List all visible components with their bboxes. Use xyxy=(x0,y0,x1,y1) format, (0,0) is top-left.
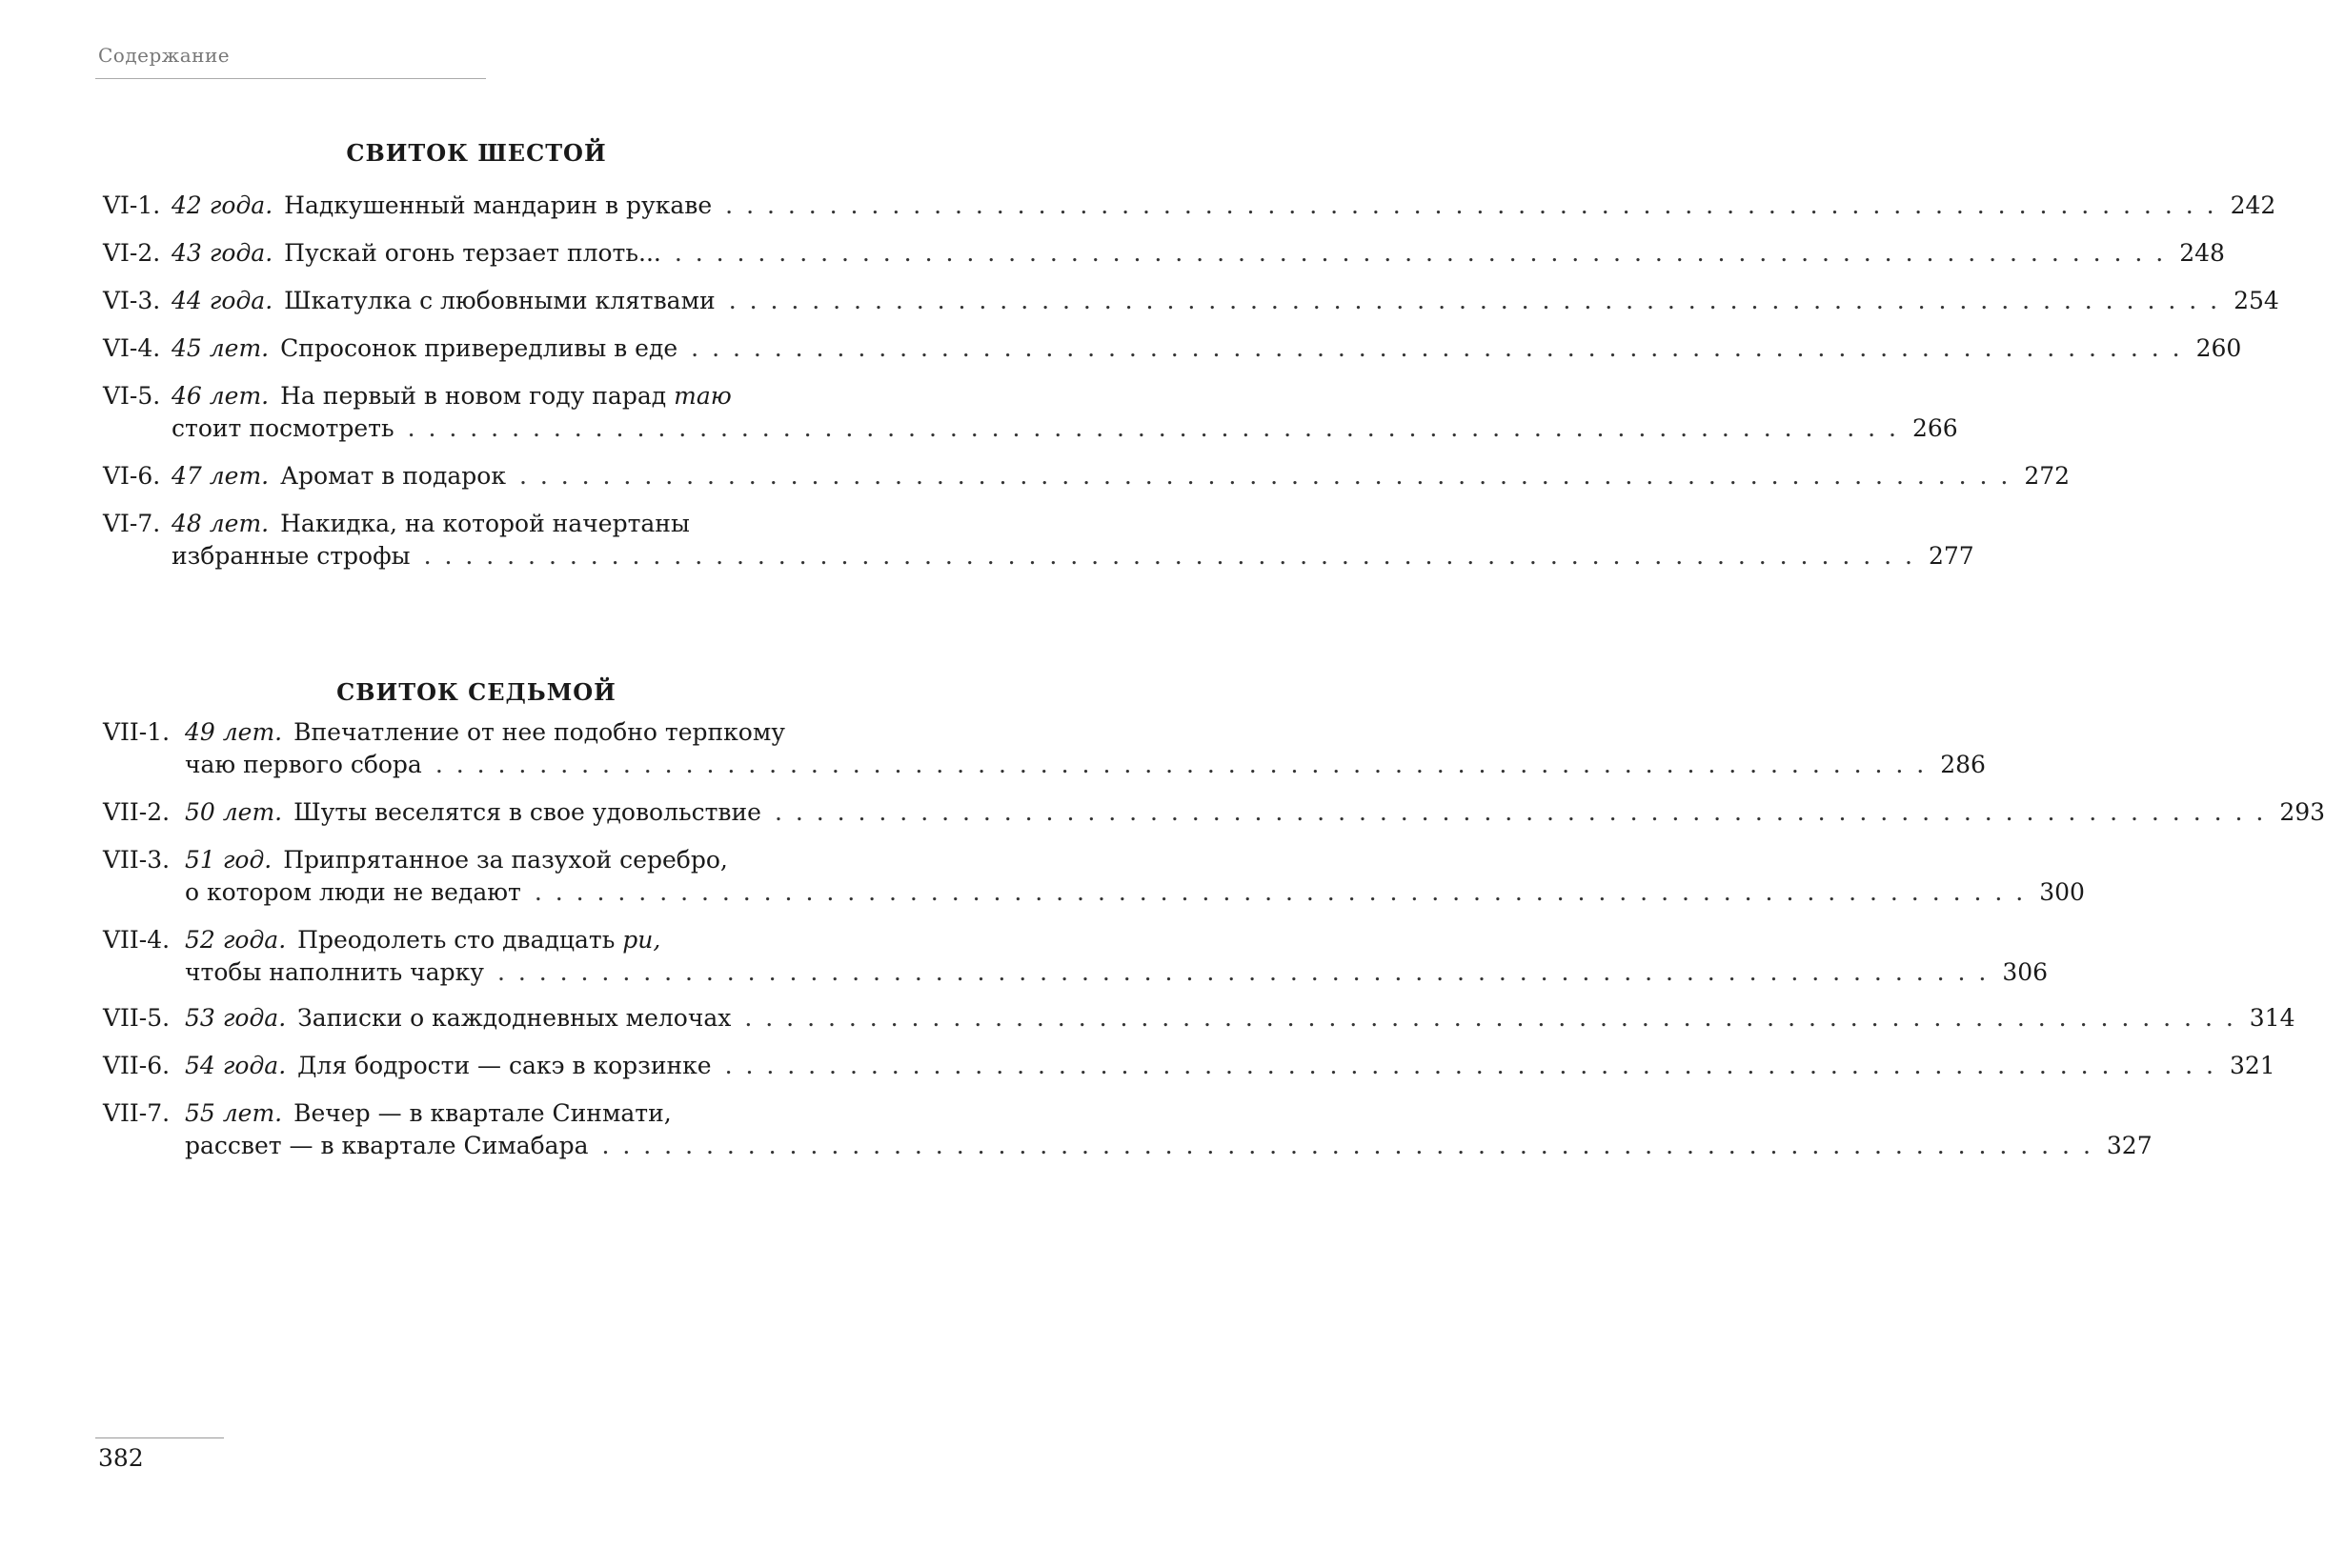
entry-text-row xyxy=(185,796,2325,829)
entry-title-italic-word: таю xyxy=(674,382,732,410)
toc-entry[interactable] xyxy=(103,924,2049,989)
section-title-7: СВИТОК СЕДЬМОЙ xyxy=(336,678,617,706)
entry-page-number: 321 xyxy=(2229,1052,2275,1079)
toc-entry-line xyxy=(103,844,843,876)
entry-age: 52 года. xyxy=(185,926,287,954)
dot-leader: . . . . . . . . . . . . . . . . . . . . . . . . . . . . . . . . . . . . . . . . . . . . . . . . . . . . . . . . . . . . . . . . . . . . . . . . xyxy=(407,414,1899,442)
entry-number: VI-7. xyxy=(103,510,161,537)
entry-text-row xyxy=(185,844,843,876)
toc-entry[interactable] xyxy=(103,1097,2153,1162)
toc-entry-line xyxy=(103,285,2279,317)
entry-title xyxy=(280,332,677,365)
entry-number: VII-1. xyxy=(103,718,171,746)
toc-entry-line xyxy=(103,380,843,412)
entry-title-text: Впечатление от нее подобно терпкому xyxy=(293,718,785,746)
entry-age: 51 год. xyxy=(185,846,273,874)
entry-title-text: Записки о каждодневных мелочах xyxy=(297,1004,732,1032)
entry-text-row xyxy=(185,1002,2295,1035)
entry-page-number: 277 xyxy=(1928,542,1974,570)
entry-title-text: Преодолеть сто двадцать xyxy=(297,926,616,954)
entry-page-number: 293 xyxy=(2279,798,2325,826)
toc-entry-line xyxy=(103,924,843,956)
entry-page-number: 272 xyxy=(2024,462,2071,490)
toc-entry-line xyxy=(103,796,2325,829)
dot-leader: . . . . . . . . . . . . . . . . . . . . . . . . . . . . . . . . . . . . . . . . . . . . . . . . . . . . . . . . . . . . . . . . . . . . . . . . xyxy=(774,798,2267,826)
dot-leader: . . . . . . . . . . . . . . . . . . . . . . . . . . . . . . . . . . . . . . . . . . . . . . . . . . . . . . . . . . . . . . . . . . . . . . . . xyxy=(518,462,2012,490)
toc-entry[interactable] xyxy=(103,844,2085,909)
entry-page-number: 266 xyxy=(1912,414,1958,442)
entry-age: 46 лет. xyxy=(172,382,270,410)
toc-entry[interactable] xyxy=(103,332,2242,365)
entry-title-italic-word: ри, xyxy=(622,926,661,954)
entry-text-row xyxy=(172,285,2279,317)
toc-entry-line xyxy=(103,876,2085,909)
entry-number: VI-2. xyxy=(103,239,161,267)
toc-entry-line xyxy=(103,237,2225,270)
toc-entry-line xyxy=(103,956,2049,989)
toc-entry[interactable] xyxy=(103,1050,2275,1082)
toc-entry[interactable] xyxy=(103,1002,2295,1035)
entry-text-row xyxy=(185,1130,2153,1162)
toc-entry-line xyxy=(103,1097,843,1130)
entry-number: VII-2. xyxy=(103,798,171,826)
entry-text-row xyxy=(185,1050,2275,1082)
entry-title xyxy=(293,1097,672,1130)
entry-age: 43 года. xyxy=(172,239,273,267)
entry-number: VII-5. xyxy=(103,1004,171,1032)
entry-number: VI-3. xyxy=(103,287,161,314)
entry-title-text: о котором люди не ведают xyxy=(185,878,521,906)
dot-leader: . . . . . . . . . . . . . . . . . . . . . . . . . . . . . . . . . . . . . . . . . . . . . . . . . . . . . . . . . . . . . . . . . . . . . . . . xyxy=(435,751,1928,778)
toc-entry[interactable] xyxy=(103,508,1974,573)
entry-title xyxy=(284,237,661,270)
entry-age: 47 лет. xyxy=(172,462,270,490)
entry-title-text: избранные строфы xyxy=(172,542,411,570)
entry-number: VI-4. xyxy=(103,334,161,362)
entry-text-row xyxy=(185,924,843,956)
footer-rule xyxy=(95,1437,224,1438)
entry-age: 55 лет. xyxy=(185,1099,283,1127)
entry-number: VI-1. xyxy=(103,191,161,219)
entry-page-number: 314 xyxy=(2249,1004,2295,1032)
dot-leader: . . . . . . . . . . . . . . . . . . . . . . . . . . . . . . . . . . . . . . . . . . . . . . . . . . . . . . . . . . . . . . . . . . . . . . . . xyxy=(601,1132,2093,1159)
entry-page-number: 260 xyxy=(2195,334,2242,362)
section-title-6: СВИТОК ШЕСТОЙ xyxy=(346,139,607,167)
dot-leader: . . . . . . . . . . . . . . . . . . . . . . . . . . . . . . . . . . . . . . . . . . . . . . . . . . . . . . . . . . . . . . . . . . . . . . . . xyxy=(725,191,2217,219)
running-head-rule xyxy=(95,78,486,79)
entry-title-text: Пускай огонь терзает плоть... xyxy=(284,239,661,267)
toc-entry[interactable] xyxy=(103,285,2279,317)
entry-number: VI-6. xyxy=(103,462,161,490)
toc-entry[interactable] xyxy=(103,190,2276,222)
entry-text-row xyxy=(185,716,843,749)
entry-title-text: рассвет — в квартале Симабара xyxy=(185,1132,589,1159)
entry-title xyxy=(293,716,785,749)
toc-entry-line xyxy=(103,412,1958,445)
toc-entry[interactable] xyxy=(103,796,2325,829)
entry-text-row xyxy=(172,508,843,540)
entry-title-text: чтобы наполнить чарку xyxy=(185,958,484,986)
entry-age: 50 лет. xyxy=(185,798,283,826)
entry-title-text: Для бодрости — сакэ в корзинке xyxy=(297,1052,712,1079)
toc-entry-line xyxy=(103,508,843,540)
entry-text-row xyxy=(172,460,2071,493)
dot-leader: . . . . . . . . . . . . . . . . . . . . . . . . . . . . . . . . . . . . . . . . . . . . . . . . . . . . . . . . . . . . . . . . . . . . . . . . xyxy=(423,542,1915,570)
entry-title xyxy=(297,924,660,956)
entry-title-text: Аромат в подарок xyxy=(280,462,506,490)
entry-text-row xyxy=(172,412,1958,445)
dot-leader: . . . . . . . . . . . . . . . . . . . . . . . . . . . . . . . . . . . . . . . . . . . . . . . . . . . . . . . . . . . . . . . . . . . . . . . . xyxy=(674,239,2167,267)
entry-number: VII-3. xyxy=(103,846,171,874)
entry-page-number: 306 xyxy=(2002,958,2049,986)
toc-entry-line xyxy=(103,716,843,749)
toc-entry-line xyxy=(103,460,2071,493)
entry-text-row xyxy=(185,876,2085,909)
toc-entry-line xyxy=(103,190,2276,222)
entry-number: VII-7. xyxy=(103,1099,171,1127)
entry-title-text: чаю первого сбора xyxy=(185,751,422,778)
entry-title-text: Шкатулка с любовными клятвами xyxy=(284,287,716,314)
entry-age: 54 года. xyxy=(185,1052,287,1079)
entry-title xyxy=(172,540,411,573)
entry-title xyxy=(297,1002,731,1035)
entry-age: 48 лет. xyxy=(172,510,270,537)
entry-title xyxy=(185,1130,589,1162)
entry-text-row xyxy=(172,332,2242,365)
toc-entry-line xyxy=(103,749,1986,781)
entry-title xyxy=(283,844,728,876)
entry-title xyxy=(293,796,761,829)
dot-leader: . . . . . . . . . . . . . . . . . . . . . . . . . . . . . . . . . . . . . . . . . . . . . . . . . . . . . . . . . . . . . . . . . . . . . . . . xyxy=(728,287,2221,314)
entry-page-number: 286 xyxy=(1940,751,1986,778)
entry-number: VII-4. xyxy=(103,926,171,954)
entry-title xyxy=(185,876,521,909)
entry-page-number: 248 xyxy=(2179,239,2225,267)
page-number: 382 xyxy=(98,1444,144,1472)
dot-leader: . . . . . . . . . . . . . . . . . . . . . . . . . . . . . . . . . . . . . . . . . . . . . . . . . . . . . . . . . . . . . . . . . . . . . . . . xyxy=(724,1052,2216,1079)
entry-title xyxy=(280,380,732,412)
entry-page-number: 300 xyxy=(2039,878,2085,906)
entry-age: 53 года. xyxy=(185,1004,287,1032)
entry-title-text: Накидка, на которой начертаны xyxy=(280,510,690,537)
entry-title xyxy=(297,1050,711,1082)
toc-entry[interactable] xyxy=(103,716,1986,781)
entry-text-row xyxy=(185,749,1986,781)
entry-text-row xyxy=(172,190,2276,222)
entry-number: VI-5. xyxy=(103,382,161,410)
entry-page-number: 327 xyxy=(2106,1132,2153,1159)
dot-leader: . . . . . . . . . . . . . . . . . . . . . . . . . . . . . . . . . . . . . . . . . . . . . . . . . . . . . . . . . . . . . . . . . . . . . . . . xyxy=(691,334,2183,362)
entry-page-number: 242 xyxy=(2230,191,2276,219)
dot-leader: . . . . . . . . . . . . . . . . . . . . . . . . . . . . . . . . . . . . . . . . . . . . . . . . . . . . . . . . . . . . . . . . . . . . . . . . xyxy=(534,878,2027,906)
entry-title-text: На первый в новом году парад xyxy=(280,382,667,410)
running-head: Содержание xyxy=(98,44,231,67)
entry-text-row xyxy=(172,380,843,412)
entry-age: 45 лет. xyxy=(172,334,270,362)
entry-page-number: 254 xyxy=(2234,287,2279,314)
entry-age: 49 лет. xyxy=(185,718,283,746)
toc-entry-line xyxy=(103,1002,2295,1035)
entry-title xyxy=(280,508,690,540)
entry-title xyxy=(284,285,716,317)
entry-text-row xyxy=(185,1097,843,1130)
entry-text-row xyxy=(172,237,2225,270)
dot-leader: . . . . . . . . . . . . . . . . . . . . . . . . . . . . . . . . . . . . . . . . . . . . . . . . . . . . . . . . . . . . . . . . . . . . . . . . xyxy=(496,958,1990,986)
toc-entry-line xyxy=(103,1130,2153,1162)
toc-entry[interactable] xyxy=(103,460,2071,493)
entry-number: VII-6. xyxy=(103,1052,171,1079)
entry-age: 44 года. xyxy=(172,287,273,314)
toc-entry-line xyxy=(103,1050,2275,1082)
entry-title-text: Вечер — в квартале Синмати, xyxy=(293,1099,672,1127)
entry-title xyxy=(284,190,712,222)
entry-title xyxy=(185,956,484,989)
dot-leader: . . . . . . . . . . . . . . . . . . . . . . . . . . . . . . . . . . . . . . . . . . . . . . . . . . . . . . . . . . . . . . . . . . . . . . . . xyxy=(744,1004,2236,1032)
entry-age: 42 года. xyxy=(172,191,273,219)
entry-title xyxy=(172,412,394,445)
entry-text-row xyxy=(172,540,1974,573)
toc-entry[interactable] xyxy=(103,237,2225,270)
toc-entry-line xyxy=(103,332,2242,365)
entry-text-row xyxy=(185,956,2049,989)
entry-title-text: стоит посмотреть xyxy=(172,414,394,442)
entry-title-text: Надкушенный мандарин в рукаве xyxy=(284,191,713,219)
toc-entry-line xyxy=(103,540,1974,573)
entry-title xyxy=(280,460,506,493)
entry-title-text: Спросонок привередливы в еде xyxy=(280,334,678,362)
toc-entry[interactable] xyxy=(103,380,1958,445)
entry-title-text: Припрятанное за пазухой серебро, xyxy=(283,846,728,874)
entry-title-text: Шуты веселятся в свое удовольствие xyxy=(293,798,761,826)
entry-title xyxy=(185,749,422,781)
